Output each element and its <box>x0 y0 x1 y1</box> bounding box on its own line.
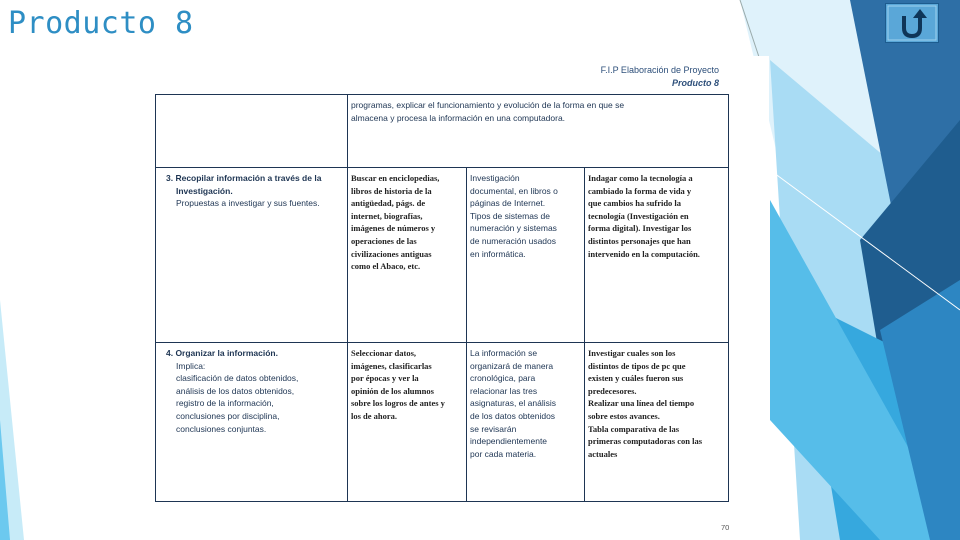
text-line: asignaturas, el análisis <box>470 398 556 409</box>
text-line: sobre los logros de antes y <box>351 398 445 409</box>
text-line: organizará de manera <box>470 360 554 371</box>
text-line: clasificación de datos obtenidos, <box>176 373 299 384</box>
section4-label-cell <box>166 347 346 499</box>
text-line: Buscar en enciclopedias, <box>351 173 440 183</box>
text-line: en informática. <box>470 248 526 259</box>
text-line: civilizaciones antiguas <box>351 248 432 259</box>
section3-col2-cell <box>470 172 583 340</box>
text-line: libros de historia de la <box>351 185 432 196</box>
u-turn-arrow-icon <box>886 4 938 42</box>
text-line: La información se <box>470 348 538 358</box>
text-line: Realizar una línea del tiempo <box>588 398 695 409</box>
text-line: Propuestas a investigar y sus fuentes. <box>176 198 320 209</box>
section3-col3-cell <box>588 172 728 340</box>
text-line: primeras computadoras con las <box>588 436 703 447</box>
section4-col1-cell <box>351 347 465 499</box>
text-line: internet, biografías, <box>351 210 423 221</box>
text-line: sobre estos avances. <box>588 410 660 421</box>
text-line: 3. Recopilar información a través de la <box>166 173 322 183</box>
text-line: 4. Organizar la información. <box>166 348 278 358</box>
text-line: tecnología (Investigación en <box>588 210 689 221</box>
return-button[interactable] <box>885 3 939 43</box>
text-line: de numeración usados <box>470 235 557 246</box>
doc-header: F.I.P Elaboración de Proyecto <box>600 65 719 75</box>
section3-col1-cell <box>351 172 465 340</box>
text-line: intervenido en la computación. <box>588 248 700 259</box>
text-line: Indagar como la tecnología a <box>588 173 693 183</box>
text-line: predecesores. <box>588 385 637 396</box>
top-row-cell <box>351 99 725 165</box>
text-line: se revisarán <box>470 423 517 434</box>
text-line: por épocas y ver la <box>351 373 419 384</box>
text-line: Investigación. <box>176 185 233 196</box>
text-line: Investigar cuales son los <box>588 348 676 358</box>
text-line: Seleccionar datos, <box>351 348 417 358</box>
text-line: de los datos obtenidos <box>470 410 556 421</box>
text-line: registro de la información, <box>176 398 274 409</box>
text-line: como el Abaco, etc. <box>351 261 421 272</box>
doc-product-label: Producto 8 <box>671 78 719 88</box>
page-number: 70 <box>721 523 730 532</box>
text-line: por cada materia. <box>470 448 537 459</box>
section3-label-cell <box>166 172 346 340</box>
text-line: los de ahora. <box>351 410 398 421</box>
column-divider <box>466 167 467 501</box>
row-divider <box>156 167 728 168</box>
text-line: Investigación <box>470 173 520 183</box>
text-line: almacena y procesa la información en una computadora. <box>351 112 566 123</box>
text-line: numeración y sistemas <box>470 223 557 234</box>
column-divider <box>584 167 585 501</box>
text-line: páginas de Internet. <box>470 198 546 209</box>
text-line: distintos personajes que han <box>588 235 691 246</box>
column-divider <box>347 95 348 501</box>
text-line: que cambios ha sufrido la <box>588 198 682 209</box>
row-divider <box>156 342 728 343</box>
text-line: antigüedad, págs. de <box>351 198 426 209</box>
text-line: operaciones de las <box>351 235 417 246</box>
text-line: relacionar las tres <box>470 385 538 396</box>
text-line: Tipos de sistemas de <box>470 210 550 221</box>
text-line: cronológica, para <box>470 373 536 384</box>
text-line: independientemente <box>470 436 548 447</box>
text-line: Tabla comparativa de las <box>588 423 680 434</box>
text-line: conclusiones por disciplina, <box>176 410 280 421</box>
activity-table <box>155 94 730 532</box>
text-line: análisis de los datos obtenidos, <box>176 385 295 396</box>
text-line: cambiado la forma de vida y <box>588 185 692 196</box>
section4-col2-cell <box>470 347 583 499</box>
text-line: forma digital). Investigar los <box>588 223 692 234</box>
text-line: actuales <box>588 448 618 459</box>
text-line: imágenes de números y <box>351 223 436 234</box>
text-line: distintos de tipos de pc que <box>588 360 686 371</box>
text-line: opinión de los alumnos <box>351 385 434 396</box>
slide-title: Producto 8 <box>8 6 194 41</box>
text-line: existen y cuáles fueron sus <box>588 373 684 384</box>
text-line: imágenes, clasificarlas <box>351 360 432 371</box>
text-line: programas, explicar el funcionamiento y evolución de la forma en que se <box>351 100 625 110</box>
document-page <box>148 56 769 540</box>
text-line: documental, en libros o <box>470 185 558 196</box>
text-line: Implica: <box>176 360 206 371</box>
section4-col3-cell <box>588 347 728 499</box>
text-line: conclusiones conjuntas. <box>176 423 267 434</box>
